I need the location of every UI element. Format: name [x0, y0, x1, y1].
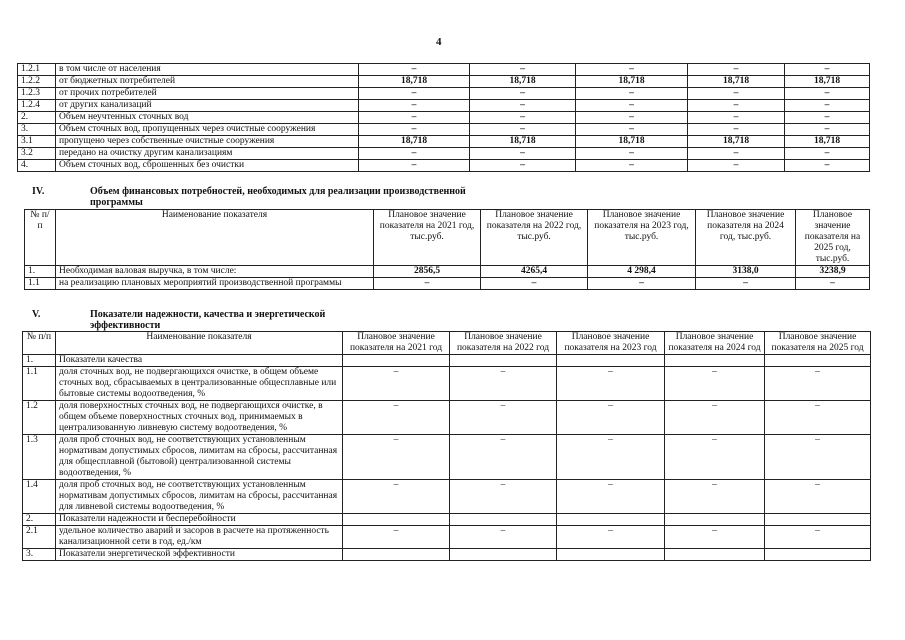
- table-row: [23, 355, 871, 367]
- row-value: 18,718: [785, 76, 870, 88]
- section-4-heading: Объем финансовых потребностей, необходимых для реализации производственной программы: [90, 186, 466, 208]
- row-value: [665, 355, 765, 367]
- row-value: 4 298,4: [588, 266, 696, 278]
- column-header: № п/п: [23, 332, 56, 355]
- row-value: –: [557, 367, 665, 401]
- row-value: –: [374, 278, 481, 290]
- row-value: –: [688, 100, 785, 112]
- row-value: 2856,5: [374, 266, 481, 278]
- row-value: –: [359, 88, 470, 100]
- table-row: [23, 549, 871, 561]
- row-value: –: [470, 88, 576, 100]
- column-header: Плановое значение показателя на 2023 год: [557, 332, 665, 355]
- row-value: [450, 514, 557, 526]
- row-value: 18,718: [470, 76, 576, 88]
- table-row: [23, 401, 871, 435]
- row-value: [557, 355, 665, 367]
- row-value: –: [576, 124, 688, 136]
- row-label: от других канализаций: [56, 100, 359, 112]
- row-number: 1.1: [23, 367, 56, 401]
- row-value: 18,718: [576, 76, 688, 88]
- table-row: [23, 480, 871, 514]
- row-value: 3138,0: [696, 266, 796, 278]
- row-value: 18,718: [785, 136, 870, 148]
- row-value: –: [576, 160, 688, 172]
- row-value: –: [470, 124, 576, 136]
- row-number: 1.2: [23, 401, 56, 435]
- row-value: [665, 514, 765, 526]
- row-value: –: [359, 124, 470, 136]
- section-5-heading: Показатели надежности, качества и энергетической эффективности: [90, 309, 326, 331]
- row-value: –: [359, 160, 470, 172]
- column-header: Плановое значение показателя на 2025 год, тыс.руб.: [796, 210, 870, 266]
- row-number: 3.2: [18, 148, 56, 160]
- row-value: [343, 514, 450, 526]
- row-label: от бюджетных потребителей: [56, 76, 359, 88]
- row-value: –: [557, 480, 665, 514]
- row-value: –: [343, 526, 450, 549]
- table-row: [25, 266, 870, 278]
- row-value: –: [785, 148, 870, 160]
- row-value: –: [785, 64, 870, 76]
- row-value: –: [785, 88, 870, 100]
- row-value: –: [688, 160, 785, 172]
- water-volume-table: [17, 63, 870, 172]
- row-value: 18,718: [359, 76, 470, 88]
- table-row: [18, 160, 870, 172]
- section-5-number: V.: [32, 309, 41, 320]
- column-header: Плановое значение показателя на 2021 год, тыс.руб.: [374, 210, 481, 266]
- section-4-number: IV.: [32, 186, 45, 197]
- row-value: –: [765, 480, 871, 514]
- row-value: –: [343, 401, 450, 435]
- row-value: 18,718: [688, 136, 785, 148]
- row-label: от прочих потребителей: [56, 88, 359, 100]
- row-value: –: [665, 367, 765, 401]
- row-value: [557, 549, 665, 561]
- row-value: –: [450, 367, 557, 401]
- row-value: –: [359, 148, 470, 160]
- row-value: –: [688, 88, 785, 100]
- row-value: [765, 514, 871, 526]
- row-value: –: [450, 401, 557, 435]
- column-header: Плановое значение показателя на 2022 год: [450, 332, 557, 355]
- table-row: [25, 278, 870, 290]
- row-value: [450, 549, 557, 561]
- row-value: –: [785, 112, 870, 124]
- column-header: № п/п: [25, 210, 56, 266]
- row-number: 1.1: [25, 278, 56, 290]
- column-header: Плановое значение показателя на 2024 год, тыс.руб.: [696, 210, 796, 266]
- row-label: удельное количество аварий и засоров в расчете на протяженность канализационной сети в год, ед./км: [56, 526, 343, 549]
- row-value: –: [450, 435, 557, 480]
- row-value: [765, 355, 871, 367]
- row-value: –: [470, 100, 576, 112]
- row-label: Необходимая валовая выручка, в том числе:: [56, 266, 374, 278]
- row-number: 2.1: [23, 526, 56, 549]
- row-value: 18,718: [470, 136, 576, 148]
- table-row: [18, 76, 870, 88]
- row-value: –: [665, 401, 765, 435]
- table-row: [18, 112, 870, 124]
- row-value: –: [481, 278, 588, 290]
- row-label: доля проб сточных вод, не соответствующих установленным нормативам допустимых сбросов, лимитам на сбросы, рассчитанная для ливневой системы водоотведения, %: [56, 480, 343, 514]
- row-value: 3238,9: [796, 266, 870, 278]
- row-value: 18,718: [688, 76, 785, 88]
- row-value: –: [765, 401, 871, 435]
- column-header: Наименование показателя: [56, 210, 374, 266]
- table-row: [18, 100, 870, 112]
- row-value: –: [557, 526, 665, 549]
- row-value: –: [785, 124, 870, 136]
- row-value: –: [785, 100, 870, 112]
- row-value: –: [785, 160, 870, 172]
- row-value: –: [343, 480, 450, 514]
- row-value: 18,718: [576, 136, 688, 148]
- row-value: –: [765, 367, 871, 401]
- table-row: [23, 526, 871, 549]
- header-row: [23, 332, 871, 355]
- row-value: –: [665, 435, 765, 480]
- row-value: –: [359, 112, 470, 124]
- row-label: доля поверхностных сточных вод, не подвергающихся очистке, в общем объеме поверхностных сточных вод, принимаемых в централизованную ливневую систему водоотведения, %: [56, 401, 343, 435]
- row-number: 3.: [18, 124, 56, 136]
- header-row: [25, 210, 870, 266]
- row-number: 1.4: [23, 480, 56, 514]
- row-value: –: [765, 526, 871, 549]
- row-number: 3.: [23, 549, 56, 561]
- row-number: 2.: [18, 112, 56, 124]
- row-value: –: [576, 112, 688, 124]
- row-value: –: [665, 526, 765, 549]
- row-value: –: [688, 124, 785, 136]
- table-row: [18, 124, 870, 136]
- row-label: доля проб сточных вод, не соответствующих установленным нормативам допустимых сбросов, лимитам на сбросы, рассчитанная для общесплавной (бытовой) централизованной системы водоотведения, %: [56, 435, 343, 480]
- row-value: –: [696, 278, 796, 290]
- row-value: –: [470, 112, 576, 124]
- row-value: –: [450, 526, 557, 549]
- row-value: –: [688, 112, 785, 124]
- table-row: [23, 367, 871, 401]
- row-value: –: [665, 480, 765, 514]
- column-header: Плановое значение показателя на 2021 год: [343, 332, 450, 355]
- row-value: –: [470, 64, 576, 76]
- row-value: –: [688, 148, 785, 160]
- column-header: Плановое значение показателя на 2023 год, тыс.руб.: [588, 210, 696, 266]
- row-value: –: [450, 480, 557, 514]
- row-label: Показатели энергетической эффективности: [56, 549, 343, 561]
- column-header: Наименование показателя: [56, 332, 343, 355]
- column-header: Плановое значение показателя на 2022 год, тыс.руб.: [481, 210, 588, 266]
- row-value: [557, 514, 665, 526]
- column-header: Плановое значение показателя на 2025 год: [765, 332, 871, 355]
- row-value: –: [557, 435, 665, 480]
- row-label: Показатели надежности и бесперебойности: [56, 514, 343, 526]
- row-number: 1.: [23, 355, 56, 367]
- row-number: 2.: [23, 514, 56, 526]
- row-value: –: [470, 160, 576, 172]
- table-row: [23, 435, 871, 480]
- row-label: пропущено через собственные очистные сооружения: [56, 136, 359, 148]
- column-header: Плановое значение показателя на 2024 год: [665, 332, 765, 355]
- row-value: [665, 549, 765, 561]
- row-label: в том числе от населения: [56, 64, 359, 76]
- row-value: –: [576, 88, 688, 100]
- row-value: [450, 355, 557, 367]
- row-value: [343, 549, 450, 561]
- table-row: [18, 88, 870, 100]
- row-label: на реализацию плановых мероприятий производственной программы: [56, 278, 374, 290]
- row-value: 18,718: [359, 136, 470, 148]
- row-number: 1.3: [23, 435, 56, 480]
- row-label: Объем сточных вод, пропущенных через очистные сооружения: [56, 124, 359, 136]
- row-number: 4.: [18, 160, 56, 172]
- row-number: 1.2.1: [18, 64, 56, 76]
- row-value: –: [359, 100, 470, 112]
- row-value: –: [688, 64, 785, 76]
- row-value: [765, 549, 871, 561]
- row-number: 1.2.2: [18, 76, 56, 88]
- page-number: 4: [436, 36, 442, 48]
- row-number: 1.2.4: [18, 100, 56, 112]
- row-value: –: [576, 100, 688, 112]
- row-label: Объем сточных вод, сброшенных без очистки: [56, 160, 359, 172]
- row-value: –: [557, 401, 665, 435]
- row-value: 4265,4: [481, 266, 588, 278]
- row-value: –: [359, 64, 470, 76]
- table-row: [18, 64, 870, 76]
- table-row: [18, 148, 870, 160]
- row-value: [343, 355, 450, 367]
- row-label: Показатели качества: [56, 355, 343, 367]
- table-row: [23, 514, 871, 526]
- row-value: –: [343, 367, 450, 401]
- financial-needs-table: [24, 209, 870, 290]
- row-value: –: [588, 278, 696, 290]
- row-number: 1.2.3: [18, 88, 56, 100]
- row-number: 1.: [25, 266, 56, 278]
- row-label: передано на очистку другим канализациям: [56, 148, 359, 160]
- row-value: –: [796, 278, 870, 290]
- row-label: Объем неучтенных сточных вод: [56, 112, 359, 124]
- reliability-quality-table: [22, 331, 871, 561]
- row-number: 3.1: [18, 136, 56, 148]
- row-value: –: [343, 435, 450, 480]
- row-value: –: [576, 64, 688, 76]
- table-row: [18, 136, 870, 148]
- row-value: –: [576, 148, 688, 160]
- row-value: –: [765, 435, 871, 480]
- row-value: –: [470, 148, 576, 160]
- row-label: доля сточных вод, не подвергающихся очистке, в общем объеме сточных вод, сбрасываемых в централизованные общесплавные или бытовые системы водоотведения, %: [56, 367, 343, 401]
